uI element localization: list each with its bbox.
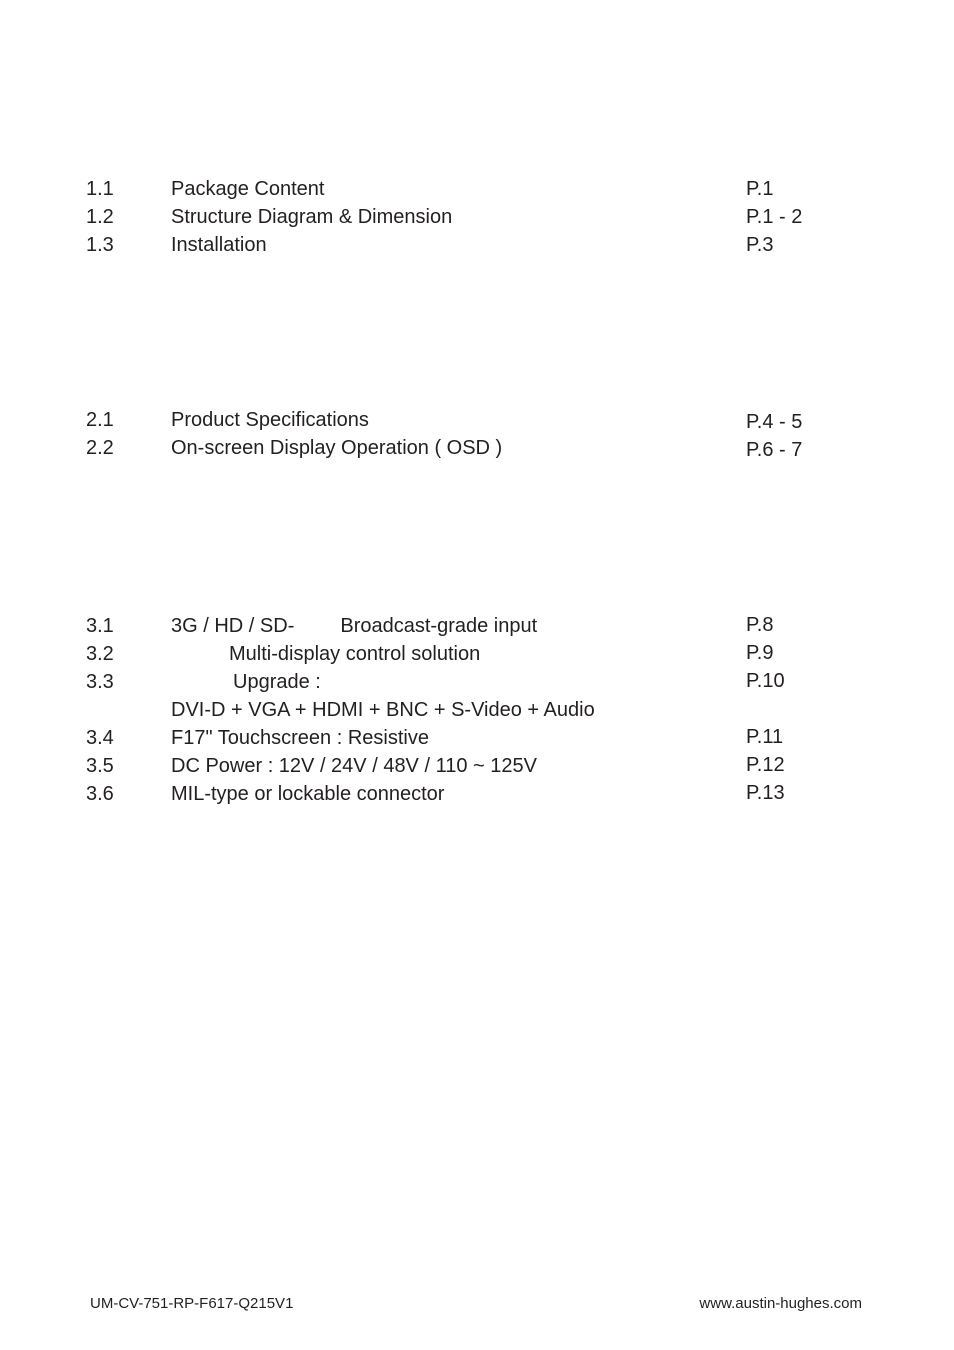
toc-entry-number: 2.2 [86,437,114,459]
toc-entry-title: F17" Touchscreen : Resistive [171,727,429,749]
toc-entry-number: 3.3 [86,671,114,693]
toc-entry-page: P.13 [746,782,785,804]
toc-entry-page: P.1 [746,178,774,200]
toc-entry-number: 3.4 [86,727,114,749]
toc-entry[interactable] [0,752,954,780]
toc-entry-title: On-screen Display Operation ( OSD ) [171,437,503,459]
toc-entry-page: P.8 [746,614,774,636]
document-code: UM-CV-751-RP-F617-Q215V1 [90,1295,294,1312]
toc-entry[interactable] [0,612,954,640]
toc-entry-number: 3.5 [86,755,114,777]
toc-entry-continuation [0,696,954,724]
toc-entry-title: DVI-D + VGA + HDMI + BNC + S-Video + Audio [171,699,595,721]
toc-entry-title: Multi-display control solution [229,643,481,665]
toc-entry-page: P.9 [746,642,774,664]
toc-entry-title-part-a: 3G / HD / SD- [171,615,295,637]
toc-entry-page: P.12 [746,754,785,776]
toc-entry-number: 1.3 [86,234,114,256]
toc-entry-number: 3.6 [86,783,114,805]
website-link[interactable]: www.austin-hughes.com [699,1295,862,1312]
toc-entry-page: P.11 [746,726,784,748]
toc-entry[interactable] [0,203,954,231]
toc-entry-title: Structure Diagram & Dimension [171,206,453,228]
toc-entry-page: P.1 - 2 [746,206,803,228]
toc-entry[interactable] [0,724,954,752]
toc-entry-number: 1.2 [86,206,114,228]
toc-entry-number: 1.1 [86,178,114,200]
toc-entry[interactable] [0,640,954,668]
toc-entry-page: P.10 [746,670,785,692]
toc-entry-page: P.6 - 7 [746,439,803,461]
toc-entry-page: P.3 [746,234,774,256]
toc-entry-title-part-b: Broadcast-grade input [340,615,538,637]
toc-entry-number: 3.1 [86,615,114,637]
toc-entry-title: DC Power : 12V / 24V / 48V / 110 ~ 125V [171,755,537,777]
toc-entry-number: 3.2 [86,643,114,665]
toc-entry[interactable] [0,406,954,434]
toc-entry-title: Package Content [171,178,325,200]
toc-entry-number: 2.1 [86,409,114,431]
toc-entry[interactable] [0,175,954,203]
toc-entry-page: P.4 - 5 [746,411,803,433]
toc-entry-title: Product Specifications [171,409,369,431]
toc-entry-title: Installation [171,234,267,256]
toc-entry-title: Upgrade : [233,671,321,693]
toc-entry-title: MIL-type or lockable connector [171,783,445,805]
toc-entry[interactable] [0,231,954,259]
toc-entry[interactable] [0,434,954,462]
toc-entry[interactable] [0,668,954,696]
toc-entry[interactable] [0,780,954,808]
toc-entry-title [171,612,537,640]
